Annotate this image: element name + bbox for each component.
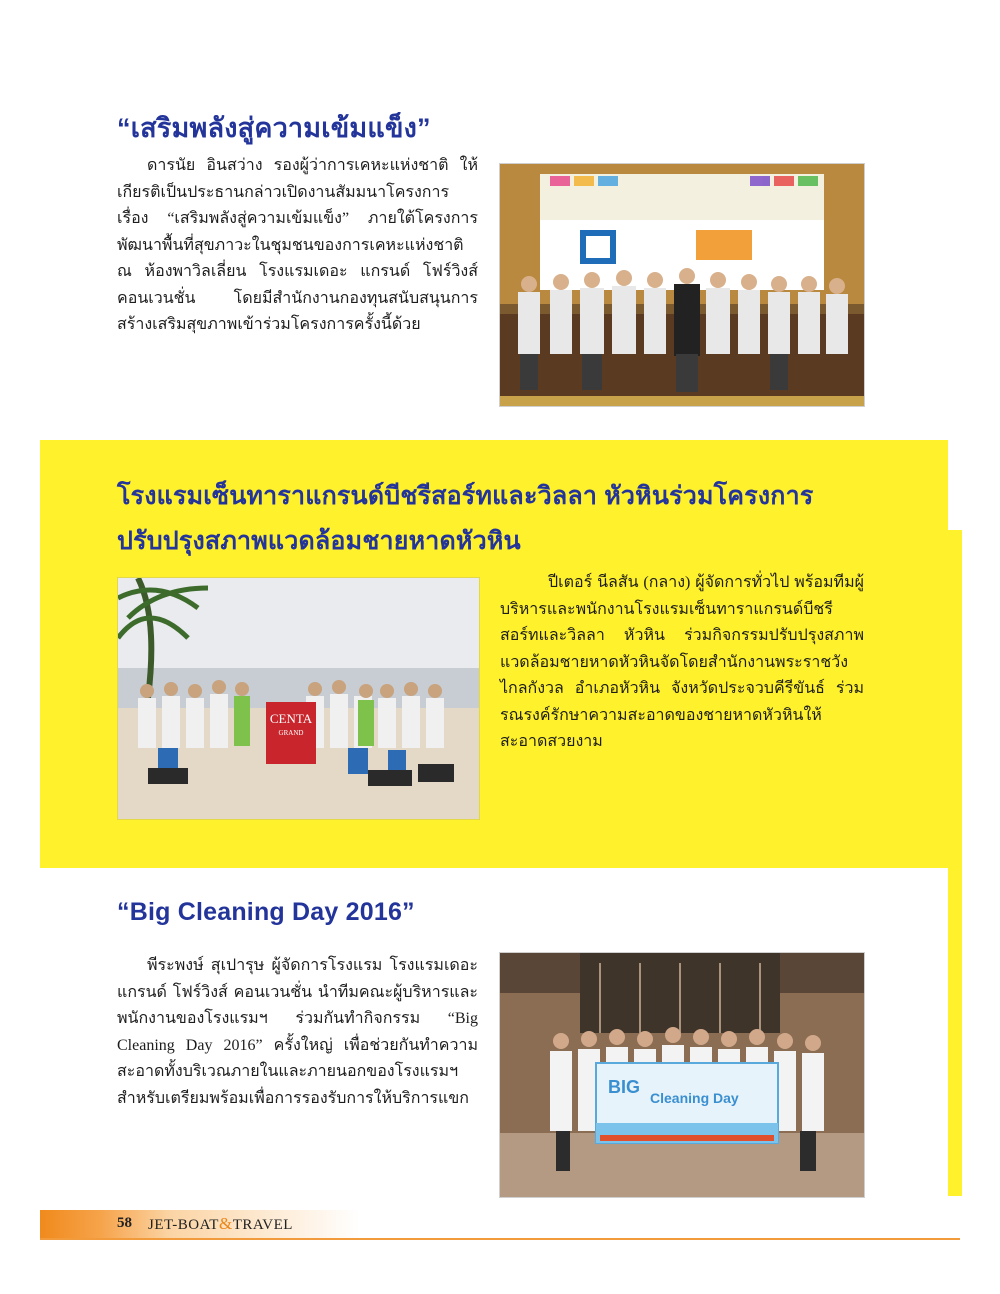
page-edge-accent-bar xyxy=(948,530,962,1196)
section2-heading-line2: ปรับปรุงสภาพแวดล้อมชายหาดหัวหิน xyxy=(117,527,521,555)
section1-body: ดารนัย อินสว่าง รองผู้ว่าการเคหะแห่งชาติ ให้เกียรติเป็นประธานกล่าวเปิดงานสัมมนาโครงการเรื่อง “เสริมพลังสู่ความเข้มแข็ง” ภายใต้โครงการพัฒนาพื้นที่สุขภาวะในชุมชนของการเคหะแห่งชาติ ณ ห้องพาวิลเลี่ยน โรงแรมเดอะ แกรนด์ โฟร์วิงส์ คอนเวนชั่น โดยมีสำนักงานกองทุนสนับสนุนการสร้างเสริมสุขภาพเข้าร่วมโครงการครั้งนี้ด้วย xyxy=(117,157,478,333)
big-banner-cleaning-text: Cleaning Day xyxy=(650,1090,739,1106)
magazine-title-part1: JET-BOAT xyxy=(148,1217,219,1233)
section2-heading-line1: โรงแรมเซ็นทาราแกรนด์บีชรีสอร์ทและวิลลา หัวหินร่วมโครงการ xyxy=(117,482,814,510)
section1-photo xyxy=(499,163,865,407)
centara-banner-text: CENTA xyxy=(269,711,313,726)
section2-photo xyxy=(117,577,480,820)
centara-banner-subtext: GRAND xyxy=(278,729,304,737)
section3-body: พีระพงษ์ สุเปารุษ ผู้จัดการโรงแรม โรงแรมเดอะ แกรนด์ โฟร์วิงส์ คอนเวนชั่น นำทีมคณะผู้บริหารและพนักงานของโรงแรมฯ ร่วมกันทำกิจกรรม “Big Cleaning Day 2016” ครั้งใหญ่ เพื่อช่วยกันทำความสะอาดทั้งบริเวณภายในและภายนอกของโรงแรมฯ สำหรับเตรียมพร้อมเพื่อการรองรับการให้บริการแขก xyxy=(117,957,478,1107)
section3-heading: “Big Cleaning Day 2016” xyxy=(117,898,415,926)
big-banner-big-text: BIG xyxy=(608,1077,641,1097)
page-number: 58 xyxy=(117,1215,132,1231)
magazine-title xyxy=(148,1214,293,1234)
section1-heading: “เสริมพลังสู่ความเข้มแข็ง” xyxy=(117,113,431,143)
magazine-title-ampersand: & xyxy=(218,1214,233,1233)
section3-photo xyxy=(499,952,865,1198)
section2-body: ปีเตอร์ นีลสัน (กลาง) ผู้จัดการทั่วไป พร้อมทีมผู้บริหารและพนักงานโรงแรมเซ็นทาราแกรนด์บีชรีสอร์ทและวิลลา หัวหิน ร่วมกิจกรรมปรับปรุงสภาพแวดล้อมชายหาดหัวหินจัดโดยสำนักงานพระราชวังไกลกังวล อำเภอหัวหิน จังหวัดประจวบคีรีขันธ์ ร่วมรณรงค์รักษาความสะอาดของชายหาดหัวหินให้สะอาดสวยงาม xyxy=(500,574,864,750)
magazine-title-part2: TRAVEL xyxy=(232,1217,293,1233)
